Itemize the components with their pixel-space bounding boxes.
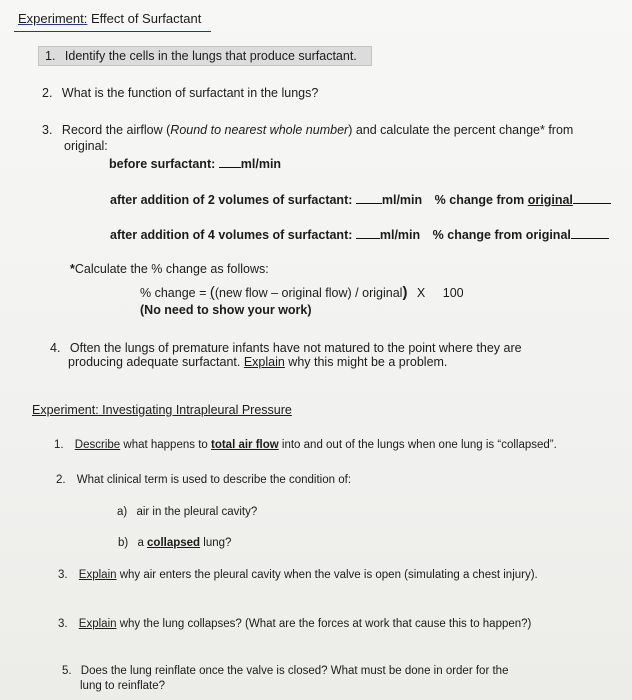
experiment1-title: [18, 11, 201, 26]
before-surfactant-row: [109, 157, 281, 171]
after2-pct-a: % change from: [434, 193, 528, 207]
exp2-question-2: [56, 474, 351, 486]
e2q3a-text: why air enters the pleural cavity when the valve is open (simulating a chest injury).: [116, 569, 538, 581]
e2q2-a-label: a): [117, 506, 128, 518]
after4-label: after addition of 4 volumes of surfactant:: [110, 228, 353, 242]
formula-close-paren: ): [402, 284, 408, 301]
before-blank[interactable]: [219, 166, 241, 168]
e2q2-b-label: b): [118, 537, 129, 549]
q4-line1: Often the lungs of premature infants have not matured to the point where they are: [69, 341, 522, 355]
e2q2-number: 2.: [56, 474, 66, 486]
calc-note: (No need to show your work): [140, 303, 312, 317]
e2q3b-number: 3.: [58, 618, 68, 630]
e2q5-line2: lung to reinflate?: [80, 680, 166, 692]
q4-explain: Explain: [243, 355, 285, 369]
e2q2-b-text-a: a: [137, 537, 148, 549]
q3-number: 3.: [42, 123, 53, 137]
exp1-question-2: [42, 86, 318, 100]
calc-star: *: [70, 262, 75, 276]
q3-text-line2: original:: [64, 139, 108, 153]
e2q2-a-text: air in the pleural cavity?: [136, 506, 258, 518]
after2-blank[interactable]: [356, 202, 382, 204]
q3-text-a: Record the airflow (: [61, 123, 171, 137]
e2q1-total-air-flow: total air flow: [210, 439, 279, 451]
q3-text-italic: Round to nearest whole number: [170, 123, 349, 137]
exp1-question-4: [50, 341, 522, 355]
e2q2-b-collapsed: collapsed: [147, 537, 201, 549]
exp2-question-1: [54, 439, 557, 451]
experiment1-title-prefix: Experiment: [18, 11, 84, 26]
after2-label: after addition of 2 volumes of surfactant:: [110, 193, 353, 207]
exp2-question-3b: [58, 618, 531, 630]
after4-unit: ml/min: [379, 228, 421, 242]
q1-text: Identify the cells in the lungs that produce surfactant.: [64, 49, 357, 63]
q4-line2: [68, 355, 447, 369]
formula-times: X: [416, 286, 426, 300]
calc-heading-row: [70, 262, 269, 276]
q4-number: 4.: [50, 341, 61, 355]
experiment2-title: Experiment: Investigating Intrapleural Pressure: [32, 403, 292, 417]
after2-pct-b: original: [527, 193, 573, 207]
q1-number: 1.: [45, 49, 56, 63]
e2q3b-explain: Explain: [78, 618, 117, 630]
after4-row: [110, 228, 609, 242]
q4-line2-b: why this might be a problem.: [284, 355, 448, 369]
after2-unit: ml/min: [381, 193, 423, 207]
after4-pct-blank[interactable]: [571, 237, 609, 239]
after2-row: [110, 193, 611, 207]
e2q1-number: 1.: [54, 439, 64, 451]
experiment1-title-colon: :: [83, 11, 88, 26]
exp1-question-3: [42, 123, 573, 137]
e2q5-number: 5.: [62, 665, 72, 677]
e2q5-line1: Does the lung reinflate once the valve is closed? What must be done in order for the: [80, 665, 509, 677]
experiment1-title-rest: Effect of Surfactant: [87, 11, 202, 26]
after4-blank[interactable]: [356, 237, 380, 239]
q3-text-b: ) and calculate the percent change* from: [348, 123, 574, 137]
formula-prefix: % change =: [140, 286, 210, 300]
title-underline-rule: [14, 31, 211, 32]
e2q3a-explain: Explain: [78, 569, 117, 581]
exp1-question-1: [38, 49, 372, 63]
q4-line2-a: producing adequate surfactant.: [68, 355, 244, 369]
formula-open-paren: (: [209, 284, 215, 301]
calc-heading: Calculate the % change as follows:: [74, 262, 269, 276]
before-label: before surfactant:: [109, 157, 216, 171]
after2-pct-blank[interactable]: [573, 202, 611, 204]
after4-pct: % change from original: [432, 228, 571, 242]
e2q1-text-a: what happens to: [120, 439, 211, 451]
e2q2-part-b: [118, 537, 231, 549]
formula-body: (new flow – original flow) / original: [214, 286, 403, 300]
e2q2-part-a: [117, 506, 257, 518]
q1-highlight-box: [38, 46, 372, 66]
exp2-question-5: [62, 665, 508, 677]
q2-number: 2.: [42, 86, 53, 100]
q2-text: What is the function of surfactant in the lungs?: [61, 86, 319, 100]
formula-100: 100: [442, 286, 464, 300]
e2q2-b-text-b: lung?: [200, 537, 232, 549]
before-unit: ml/min: [240, 157, 282, 171]
e2q1-text-b: into and out of the lungs when one lung is “collapsed”.: [278, 439, 557, 451]
e2q1-describe: Describe: [74, 439, 121, 451]
e2q3b-text: why the lung collapses? (What are the forces at work that cause this to happen?): [116, 618, 532, 630]
e2q2-text: What clinical term is used to describe the condition of:: [76, 474, 352, 486]
calc-formula: [140, 284, 464, 301]
e2q3a-number: 3.: [58, 569, 68, 581]
exp2-question-3a: [58, 569, 538, 581]
